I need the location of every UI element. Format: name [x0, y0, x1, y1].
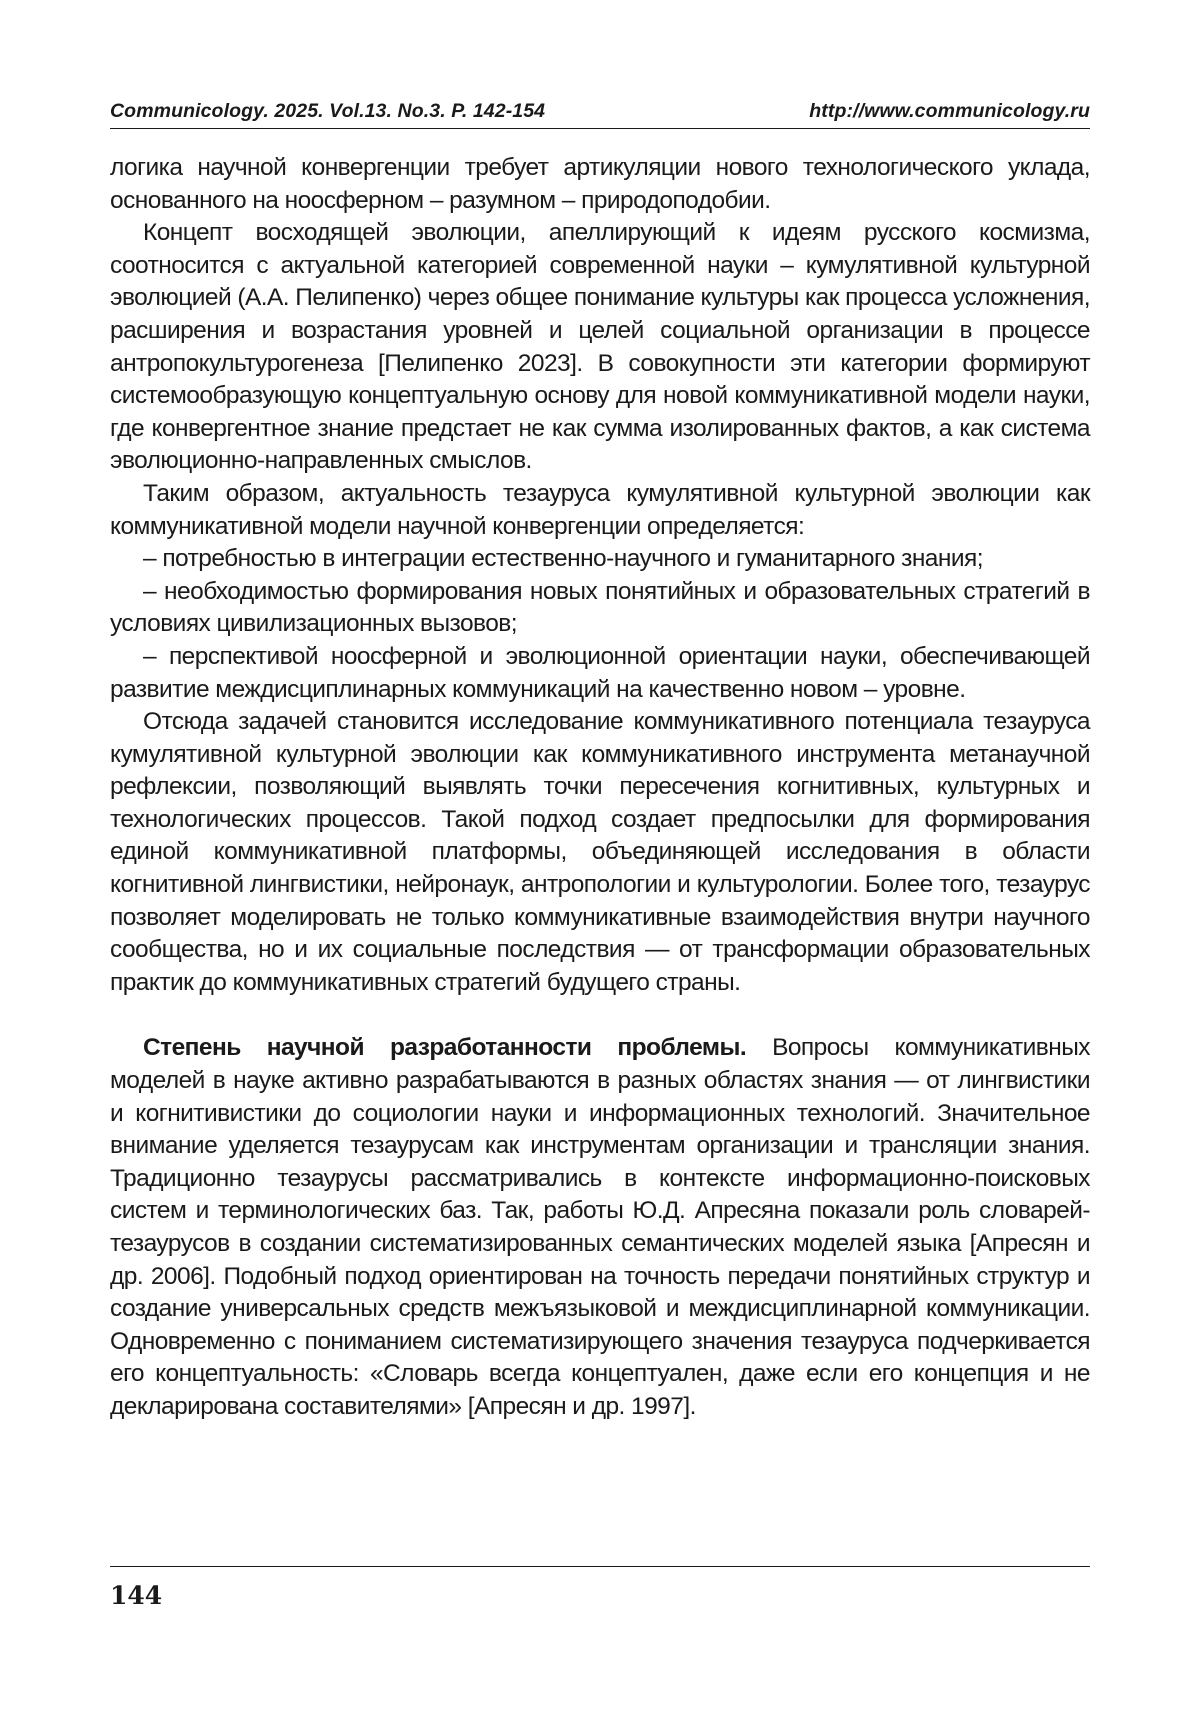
page: [110, 100, 1090, 1424]
page-number: 144: [110, 1581, 163, 1610]
list-item: – потребностью в интеграции естественно-научного и гуманитарного знания;: [143, 545, 983, 573]
list-item: – перспективой ноосферной и эволюционной ориентации науки, обеспечивающей развитие междисциплинарных коммуникаций на качественно новом – уровне.: [110, 642, 1090, 703]
paragraph: Концепт восходящей эволюции, апеллирующий к идеям русского космизма, соотносится с актуальной категорией современной науки – кумулятивной культурной эволюцией (А.А. Пелипенко) через общее понимание культуры как процесса усложнения, расширения и возрастания уровней и целей социальной организации в процессе антропокультурогенеза [Пелипенко 2023]. В совокупности эти категории формируют системообразующую концептуальную основу для новой коммуникативной модели науки, где конвергентное знание предстает не как сумма изолированных фактов, а как система эволюционно-направленных смыслов.: [110, 219, 1090, 475]
journal-website: http://www.communicology.ru: [809, 100, 1090, 122]
article-body: [110, 152, 1090, 1424]
section-heading: Степень научной разработанности проблемы.: [143, 1034, 747, 1062]
section-paragraph: [110, 1032, 1090, 1423]
list-item: – необходимостью формирования новых понятийных и образовательных стратегий в условиях цивилизационных вызовов;: [110, 577, 1090, 638]
paragraph-continuation: логика научной конвергенции требует артикуляции нового технологического уклада, основанного на ноосферном – разумном – природоподобии.: [110, 154, 1090, 214]
footer-rule: [110, 1566, 1090, 1567]
paragraph: Таким образом, актуальность тезауруса кумулятивной культурной эволюции как коммуникативной модели научной конвергенции определяется:: [110, 479, 1090, 540]
running-head: [110, 100, 1090, 129]
section-text: Вопросы коммуникативных моделей в науке активно разрабатываются в разных областях знания — от лингвистики и когнитивистики до социологии науки и информационных технологий. Значительное внимание уделяется тезаурусам как инструментам организации и трансляции знания. Традиционно тезаурусы рассматривались в контексте информационно-поисковых систем и терминологических баз. Так, работы Ю.Д. Апресяна показали роль словарей-тезаурусов в создании систематизированных семантических моделей языка [Апресян и др. 2006]. Подобный подход ориентирован на точность передачи понятийных структур и создание универсальных средств межъязыковой и междисциплинарной коммуникации. Одновременно с пониманием систематизирующего значения тезауруса подчеркивается его концептуальность: «Словарь всегда концептуален, даже если его концепция и не декларирована составителями» [Апресян и др. 1997].: [110, 1034, 1090, 1420]
journal-citation: Communicology. 2025. Vol.13. No.3. P. 142-154: [110, 100, 546, 122]
paragraph: Отсюда задачей становится исследование коммуникативного потенциала тезауруса кумулятивной культурной эволюции как коммуникативного инструмента метанаучной рефлексии, позволяющий выявлять точки пересечения когнитивных, культурных и технологических процессов. Такой подход создает предпосылки для формирования единой коммуникативной платформы, объединяющей исследования в области когнитивной лингвистики, нейронаук, антропологии и культурологии. Более того, тезаурус позволяет моделировать не только коммуникативные взаимодействия внутри научного сообщества, но и их социальные последствия — от трансформации образовательных практик до коммуникативных стратегий будущего страны.: [110, 708, 1090, 996]
